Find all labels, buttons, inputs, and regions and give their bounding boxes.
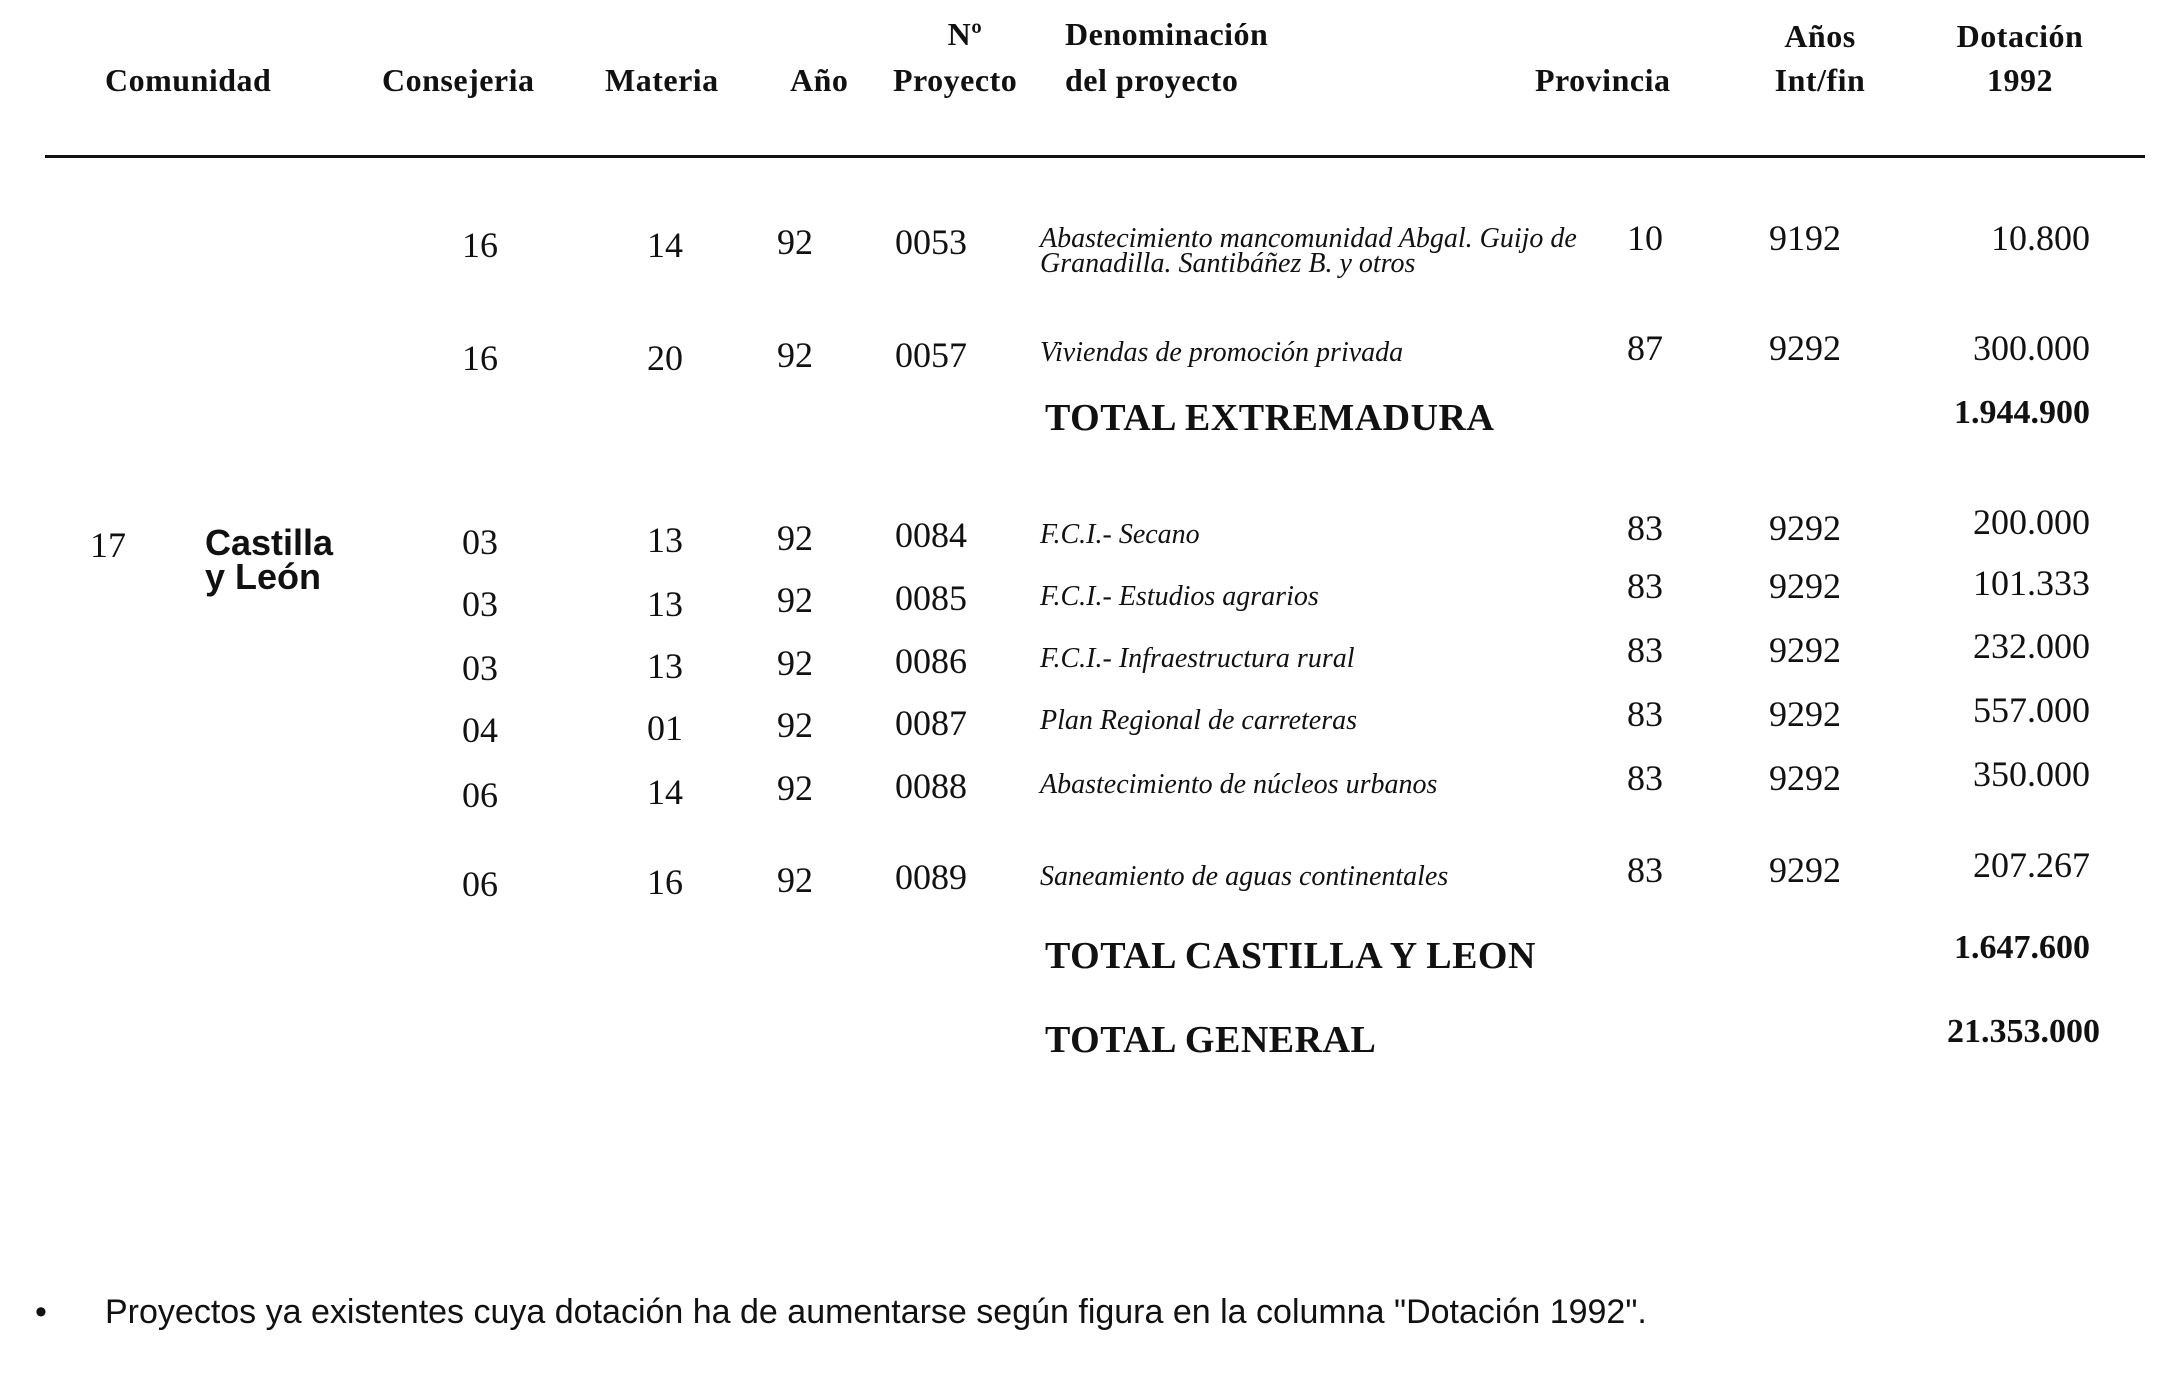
cell-anos: 9292: [1769, 850, 1841, 890]
cell-dotacion: 350.000: [1973, 754, 2090, 794]
cell-materia: 13: [647, 520, 683, 560]
header-materia: Materia: [605, 62, 719, 98]
cell-dotacion: 300.000: [1973, 328, 2090, 368]
community-code: 17: [90, 525, 126, 565]
cell-provincia: 83: [1627, 850, 1663, 890]
cell-anos: 9292: [1769, 566, 1841, 606]
header-dotacion-top: Dotación: [1956, 18, 2084, 54]
cell-denominacion: F.C.I.- Infraestructura rural: [1040, 643, 1355, 674]
cell-anos: 9292: [1769, 508, 1841, 548]
community-name-line-2: y León: [205, 556, 322, 597]
header-anos-top: Años: [1784, 18, 1856, 54]
header-anos-bottom: Int/fin: [1774, 62, 1866, 98]
cell-provincia: 83: [1627, 630, 1663, 670]
community-name-line-1: Castilla: [205, 522, 334, 563]
cell-proyecto: 0089: [895, 857, 967, 897]
header-no-top: Nº: [947, 16, 983, 52]
cell-provincia: 87: [1627, 328, 1663, 368]
cell-materia: 01: [647, 708, 683, 748]
cell-materia: 13: [647, 646, 683, 686]
cell-consejeria: 06: [462, 775, 498, 815]
cell-ano: 92: [777, 860, 813, 900]
header-comunidad: Comunidad: [105, 62, 272, 98]
cell-provincia: 83: [1627, 694, 1663, 734]
total-label: TOTAL CASTILLA Y LEON: [1045, 935, 1536, 977]
header-ano: Año: [790, 62, 849, 98]
cell-proyecto: 0086: [895, 641, 967, 681]
total-value: 1.647.600: [1954, 929, 2090, 966]
cell-provincia: 83: [1627, 758, 1663, 798]
header-divider: [45, 155, 2145, 158]
total-value: 1.944.900: [1954, 394, 2090, 431]
header-denominacion-top: Denominación: [1065, 16, 1269, 52]
cell-materia: 20: [647, 338, 683, 378]
cell-materia: 14: [647, 225, 683, 265]
cell-ano: 92: [777, 768, 813, 808]
total-label: TOTAL EXTREMADURA: [1045, 397, 1495, 439]
cell-anos: 9192: [1769, 218, 1841, 258]
cell-ano: 92: [777, 643, 813, 683]
cell-denominacion: Abastecimiento de núcleos urbanos: [1040, 769, 1438, 800]
header-no-bottom: Proyecto: [893, 62, 1018, 98]
cell-dotacion: 207.267: [1973, 845, 2090, 885]
cell-denominacion: Abastecimiento mancomunidad Abgal. Guijo de Granadilla. Santibáñez B. y otros: [1040, 223, 1577, 279]
cell-materia: 14: [647, 772, 683, 812]
cell-proyecto: 0088: [895, 766, 967, 806]
cell-anos: 9292: [1769, 758, 1841, 798]
cell-dotacion: 10.800: [1991, 218, 2090, 258]
cell-consejeria: 16: [462, 225, 498, 265]
cell-dotacion: 101.333: [1973, 563, 2090, 603]
cell-ano: 92: [777, 222, 813, 262]
cell-denominacion: Viviendas de promoción privada: [1040, 337, 1404, 368]
cell-provincia: 83: [1627, 566, 1663, 606]
cell-anos: 9292: [1769, 630, 1841, 670]
cell-provincia: 10: [1627, 218, 1663, 258]
cell-proyecto: 0057: [895, 335, 967, 375]
cell-materia: 13: [647, 584, 683, 624]
cell-denominacion: Saneamiento de aguas continentales: [1040, 861, 1449, 892]
cell-proyecto: 0053: [895, 222, 967, 262]
cell-proyecto: 0084: [895, 515, 967, 555]
cell-denominacion: F.C.I.- Secano: [1040, 519, 1200, 550]
cell-consejeria: 03: [462, 648, 498, 688]
cell-ano: 92: [777, 335, 813, 375]
footnote: [35, 1290, 1647, 1334]
cell-consejeria: 04: [462, 710, 498, 750]
cell-consejeria: 16: [462, 338, 498, 378]
cell-consejeria: 03: [462, 584, 498, 624]
cell-materia: 16: [647, 862, 683, 902]
header-denominacion-bottom: del proyecto: [1065, 62, 1239, 98]
cell-dotacion: 200.000: [1973, 502, 2090, 542]
cell-ano: 92: [777, 705, 813, 745]
grand-total-label: TOTAL GENERAL: [1045, 1019, 1377, 1061]
cell-consejeria: 06: [462, 864, 498, 904]
cell-denominacion: F.C.I.- Estudios agrarios: [1040, 581, 1319, 612]
cell-denominacion: Plan Regional de carreteras: [1040, 705, 1358, 736]
header-dotacion-bottom: 1992: [1987, 62, 2053, 98]
cell-anos: 9292: [1769, 694, 1841, 734]
cell-dotacion: 557.000: [1973, 690, 2090, 730]
cell-anos: 9292: [1769, 328, 1841, 368]
header-provincia: Provincia: [1535, 62, 1671, 98]
cell-provincia: 83: [1627, 508, 1663, 548]
cell-ano: 92: [777, 518, 813, 558]
grand-total-value: 21.353.000: [1947, 1013, 2100, 1050]
cell-ano: 92: [777, 580, 813, 620]
header-consejeria: Consejeria: [382, 62, 535, 98]
footnote-text: Proyectos ya existentes cuya dotación ha de aumentarse según figura en la columna "Dotación 1992".: [105, 1293, 1647, 1331]
cell-proyecto: 0085: [895, 578, 967, 618]
cell-proyecto: 0087: [895, 703, 967, 743]
cell-consejeria: 03: [462, 522, 498, 562]
footnote-bullet: •: [35, 1293, 47, 1331]
cell-dotacion: 232.000: [1973, 626, 2090, 666]
